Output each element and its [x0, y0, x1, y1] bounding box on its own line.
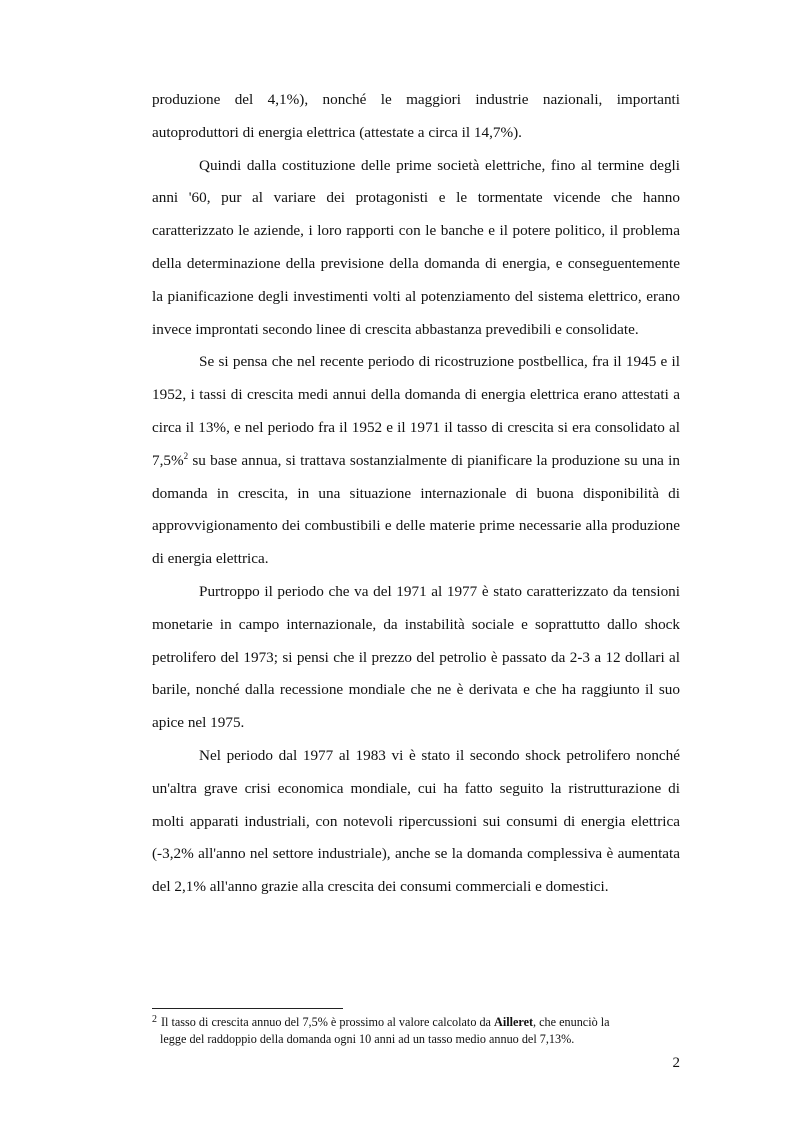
- footnote-line-2: legge del raddoppio della domanda ogni 10 anni ad un tasso medio annuo del 7,13%.: [160, 1032, 575, 1046]
- paragraph-5: Nel periodo dal 1977 al 1983 vi è stato il secondo shock petrolifero nonché un'altra grave crisi economica mondiale, cui ha fatto seguito la ristrutturazione di molti apparati industriali, con notevoli ripercussioni sui consumi di energia elettrica (-3,2% all'anno nel settore industriale), anche se la domanda complessiva è aumentata del 2,1% all'anno grazie alla crescita dei consumi commerciali e domestici.: [152, 746, 680, 896]
- body-text: [152, 84, 680, 904]
- footnote-line-1: [152, 1014, 680, 1031]
- paragraph-3-text-before: Se si pensa che nel recente periodo di ricostruzione postbellica, fra il 1945 e il 1952, i tassi di crescita medi annui della domanda di energia elettrica erano attestati a circa il 13%, e nel periodo fra il 1952 e il 1971 il tasso di crescita si era consolidato al 7,5%: [152, 353, 680, 469]
- footnote-number: 2: [152, 1014, 157, 1025]
- paragraph-4: Purtroppo il periodo che va del 1971 al 1977 è stato caratterizzato da tensioni monetarie in campo internazionale, da instabilità sociale e soprattutto dallo shock petrolifero del 1973; si pensi che il prezzo del petrolio è passato da 2-3 a 12 dollari al barile, nonché dalla recessione mondiale che ne è derivata e che ha raggiunto il suo apice nel 1975.: [152, 582, 680, 732]
- paragraph-1: produzione del 4,1%), nonché le maggiori industrie nazionali, importanti autoproduttori di energia elettrica (attestate a circa il 14,7%).: [152, 91, 680, 141]
- footnote-reference[interactable]: 2: [183, 450, 189, 461]
- page-number: 2: [672, 1055, 680, 1071]
- footnote-author-name: Ailleret: [494, 1015, 534, 1029]
- paragraph-2: Quindi dalla costituzione delle prime società elettriche, fino al termine degli anni '60, pur al variare dei protagonisti e le tormentate vicende che hanno caratterizzato le aziende, i loro rapporti con le banche e il potere politico, il problema della determinazione della previsione della domanda di energia, e conseguentemente la pianificazione degli investimenti volti al potenziamento del sistema elettrico, erano invece improntati secondo linee di crescita abbastanza prevedibili e consolidate.: [152, 156, 680, 338]
- footnote-text-after: , che enunciò la: [533, 1015, 610, 1029]
- paragraph-3-text-after: su base annua, si trattava sostanzialmente di pianificare la produzione su una in domanda in crescita, in una situazione internazionale di buona disponibilità di approvvigionamento dei combustibili e delle materie prime necessarie alla produzione di energia elettrica.: [152, 451, 680, 568]
- footnote: [152, 1014, 680, 1048]
- footnote-separator: [152, 1008, 343, 1009]
- footnote-text-before: Il tasso di crescita annuo del 7,5% è prossimo al valore calcolato da: [161, 1015, 495, 1029]
- paragraph-3: [152, 346, 680, 576]
